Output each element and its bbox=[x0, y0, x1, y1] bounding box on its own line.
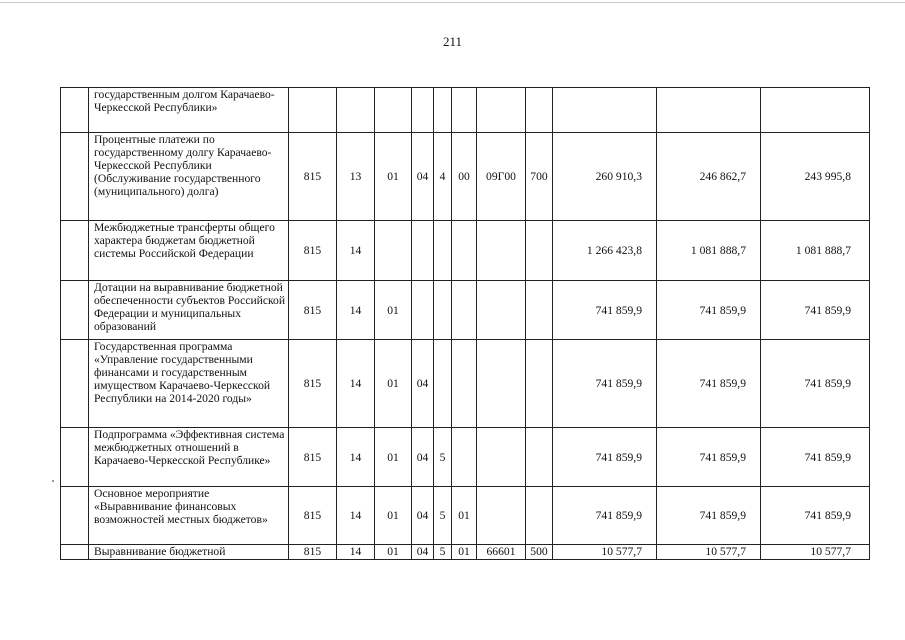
ministry-code-cell: 815 bbox=[289, 545, 337, 560]
expense-type-cell: 500 bbox=[526, 545, 553, 560]
program-code-cell: 04 bbox=[412, 545, 434, 560]
name-cell: государственным долгом Карачаево-Черкесской Республики» bbox=[89, 88, 289, 133]
table-row bbox=[61, 545, 870, 560]
sum-year2-cell bbox=[657, 88, 761, 133]
direction-code-cell: 09Г00 bbox=[477, 133, 526, 221]
section-code-cell: 14 bbox=[337, 281, 375, 340]
sum-year2-cell: 1 081 888,7 bbox=[657, 221, 761, 281]
sum-year2-cell: 741 859,9 bbox=[657, 340, 761, 428]
ministry-code-cell: 815 bbox=[289, 221, 337, 281]
name-cell: Основное мероприятие «Выравнивание финансовых возможностей местных бюджетов» bbox=[89, 487, 289, 545]
name-cell: Подпрограмма «Эффективная система межбюджетных отношений в Карачаево-Черкесской Республике» bbox=[89, 428, 289, 487]
sum-year1-cell: 741 859,9 bbox=[553, 340, 657, 428]
sum-year1-cell: 741 859,9 bbox=[553, 487, 657, 545]
row-margin-cell bbox=[61, 88, 89, 133]
subsection-code-cell bbox=[375, 88, 412, 133]
program-code-cell bbox=[412, 88, 434, 133]
table-row bbox=[61, 88, 870, 133]
subsection-code-cell bbox=[375, 221, 412, 281]
row-margin-cell bbox=[61, 133, 89, 221]
expense-type-cell bbox=[526, 221, 553, 281]
sum-year3-cell: 741 859,9 bbox=[761, 340, 870, 428]
row-margin-cell bbox=[61, 428, 89, 487]
sum-year2-cell: 246 862,7 bbox=[657, 133, 761, 221]
table-row bbox=[61, 428, 870, 487]
sum-year1-cell: 10 577,7 bbox=[553, 545, 657, 560]
section-code-cell: 13 bbox=[337, 133, 375, 221]
sum-year3-cell: 243 995,8 bbox=[761, 133, 870, 221]
subprogram-code-cell bbox=[434, 340, 452, 428]
table-row bbox=[61, 133, 870, 221]
section-code-cell bbox=[337, 88, 375, 133]
subsection-code-cell: 01 bbox=[375, 487, 412, 545]
sum-year3-cell: 741 859,9 bbox=[761, 428, 870, 487]
program-code-cell: 04 bbox=[412, 428, 434, 487]
expense-type-cell bbox=[526, 487, 553, 545]
direction-code-cell: 66601 bbox=[477, 545, 526, 560]
direction-code-cell bbox=[477, 88, 526, 133]
table-row bbox=[61, 487, 870, 545]
sum-year1-cell: 260 910,3 bbox=[553, 133, 657, 221]
program-code-cell: 04 bbox=[412, 133, 434, 221]
subprogram-code-cell: 4 bbox=[434, 133, 452, 221]
sum-year3-cell: 741 859,9 bbox=[761, 487, 870, 545]
subprogram-code-cell bbox=[434, 221, 452, 281]
sum-year2-cell: 10 577,7 bbox=[657, 545, 761, 560]
program-code-cell: 04 bbox=[412, 487, 434, 545]
sum-year2-cell: 741 859,9 bbox=[657, 281, 761, 340]
sum-year2-cell: 741 859,9 bbox=[657, 487, 761, 545]
subsection-code-cell: 01 bbox=[375, 545, 412, 560]
direction-code-cell bbox=[477, 428, 526, 487]
section-code-cell: 14 bbox=[337, 545, 375, 560]
subprogram-code-cell: 5 bbox=[434, 545, 452, 560]
event-code-cell: 00 bbox=[452, 133, 477, 221]
direction-code-cell bbox=[477, 487, 526, 545]
subprogram-code-cell bbox=[434, 281, 452, 340]
ministry-code-cell: 815 bbox=[289, 133, 337, 221]
scan-border-line bbox=[0, 2, 905, 3]
section-code-cell: 14 bbox=[337, 340, 375, 428]
subsection-code-cell: 01 bbox=[375, 428, 412, 487]
name-cell: Дотации на выравнивание бюджетной обеспеченности субъектов Российской Федерации и муниципальных образований bbox=[89, 281, 289, 340]
row-margin-cell bbox=[61, 281, 89, 340]
ministry-code-cell bbox=[289, 88, 337, 133]
sum-year3-cell: 10 577,7 bbox=[761, 545, 870, 560]
name-cell: Межбюджетные трансферты общего характера бюджетам бюджетной системы Российской Федерации bbox=[89, 221, 289, 281]
name-cell: Государственная программа «Управление государственными финансами и государственным имуществом Карачаево-Черкесской Республики на 2014-2020 годы» bbox=[89, 340, 289, 428]
row-margin-cell bbox=[61, 545, 89, 560]
section-code-cell: 14 bbox=[337, 487, 375, 545]
expense-type-cell bbox=[526, 340, 553, 428]
event-code-cell: 01 bbox=[452, 487, 477, 545]
table-row bbox=[61, 340, 870, 428]
direction-code-cell bbox=[477, 340, 526, 428]
sum-year3-cell: 1 081 888,7 bbox=[761, 221, 870, 281]
direction-code-cell bbox=[477, 221, 526, 281]
expense-type-cell: 700 bbox=[526, 133, 553, 221]
sum-year3-cell: 741 859,9 bbox=[761, 281, 870, 340]
event-code-cell bbox=[452, 428, 477, 487]
budget-table bbox=[60, 87, 870, 560]
ministry-code-cell: 815 bbox=[289, 340, 337, 428]
page-number: 211 bbox=[442, 34, 463, 49]
program-code-cell: 04 bbox=[412, 340, 434, 428]
scan-speck bbox=[52, 480, 54, 482]
row-margin-cell bbox=[61, 487, 89, 545]
name-cell: Выравнивание бюджетной bbox=[89, 545, 289, 560]
table-row bbox=[61, 281, 870, 340]
subprogram-code-cell: 5 bbox=[434, 487, 452, 545]
section-code-cell: 14 bbox=[337, 221, 375, 281]
sum-year1-cell: 1 266 423,8 bbox=[553, 221, 657, 281]
program-code-cell bbox=[412, 221, 434, 281]
sum-year2-cell: 741 859,9 bbox=[657, 428, 761, 487]
event-code-cell bbox=[452, 88, 477, 133]
program-code-cell bbox=[412, 281, 434, 340]
row-margin-cell bbox=[61, 221, 89, 281]
table-row bbox=[61, 221, 870, 281]
direction-code-cell bbox=[477, 281, 526, 340]
ministry-code-cell: 815 bbox=[289, 281, 337, 340]
sum-year1-cell: 741 859,9 bbox=[553, 281, 657, 340]
expense-type-cell bbox=[526, 88, 553, 133]
event-code-cell: 01 bbox=[452, 545, 477, 560]
sum-year1-cell bbox=[553, 88, 657, 133]
expense-type-cell bbox=[526, 428, 553, 487]
event-code-cell bbox=[452, 340, 477, 428]
event-code-cell bbox=[452, 221, 477, 281]
subprogram-code-cell: 5 bbox=[434, 428, 452, 487]
subprogram-code-cell bbox=[434, 88, 452, 133]
sum-year3-cell bbox=[761, 88, 870, 133]
subsection-code-cell: 01 bbox=[375, 340, 412, 428]
event-code-cell bbox=[452, 281, 477, 340]
ministry-code-cell: 815 bbox=[289, 428, 337, 487]
name-cell: Процентные платежи по государственному долгу Карачаево-Черкесской Республики (Обслуживание государственного (муниципального) долга) bbox=[89, 133, 289, 221]
expense-type-cell bbox=[526, 281, 553, 340]
sum-year1-cell: 741 859,9 bbox=[553, 428, 657, 487]
subsection-code-cell: 01 bbox=[375, 133, 412, 221]
ministry-code-cell: 815 bbox=[289, 487, 337, 545]
row-margin-cell bbox=[61, 340, 89, 428]
section-code-cell: 14 bbox=[337, 428, 375, 487]
subsection-code-cell: 01 bbox=[375, 281, 412, 340]
table-body bbox=[61, 88, 870, 560]
